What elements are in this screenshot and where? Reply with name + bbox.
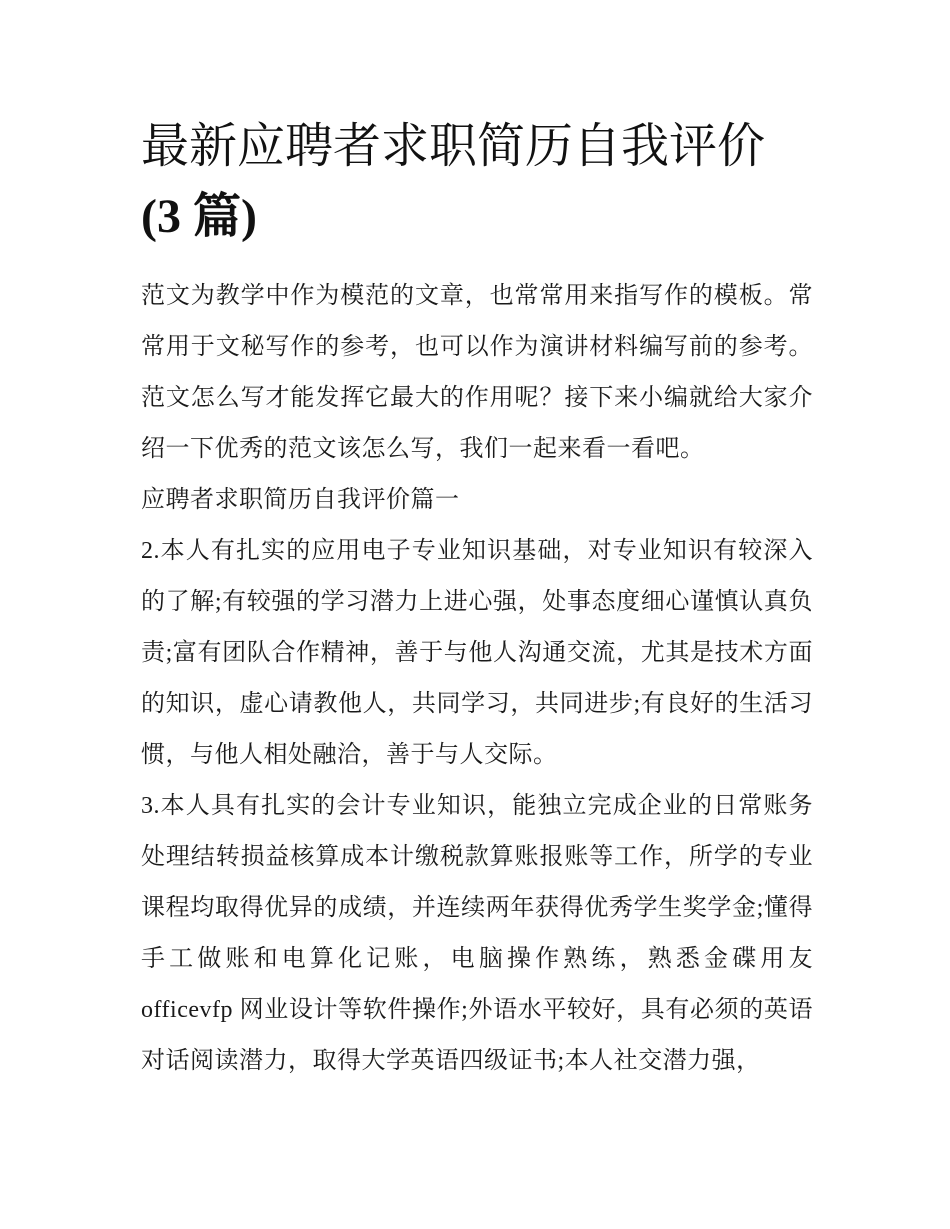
document-page	[141, 112, 813, 1087]
body-paragraph-2: 3.本人具有扎实的会计专业知识，能独立完成企业的日常账务处理结转损益核算成本计缴税款算账报账等工作，所学的专业课程均取得优异的成绩，并连续两年获得优秀学生奖学金;懂得手工做账和电算化记账，电脑操作熟练，熟悉金碟用友officevfp 网业设计等软件操作;外语水平较好，具有必须的英语对话阅读潜力，取得大学英语四级证书;本人社交潜力强，	[141, 793, 813, 1075]
title-line-1: 最新应聘者求职简历自我评价	[141, 120, 766, 173]
title-line-2: (3 篇)	[141, 189, 257, 243]
intro-paragraph: 范文为教学中作为模范的文章，也常常用来指写作的模板。常常用于文秘写作的参考，也可以作为演讲材料编写前的参考。范文怎么写才能发挥它最大的作用呢？接下来小编就给大家介绍一下优秀的范文该怎么写，我们一起来看一看吧。	[141, 283, 813, 463]
document-title	[141, 112, 813, 251]
body-paragraph-1: 2.本人有扎实的应用电子专业知识基础，对专业知识有较深入的了解;有较强的学习潜力上进心强，处事态度细心谨慎认真负责;富有团队合作精神，善于与他人沟通交流，尤其是技术方面的知识，虚心请教他人，共同学习，共同进步;有良好的生活习惯，与他人相处融洽，善于与人交际。	[141, 538, 813, 769]
section-heading: 应聘者求职简历自我评价篇一	[141, 487, 460, 514]
